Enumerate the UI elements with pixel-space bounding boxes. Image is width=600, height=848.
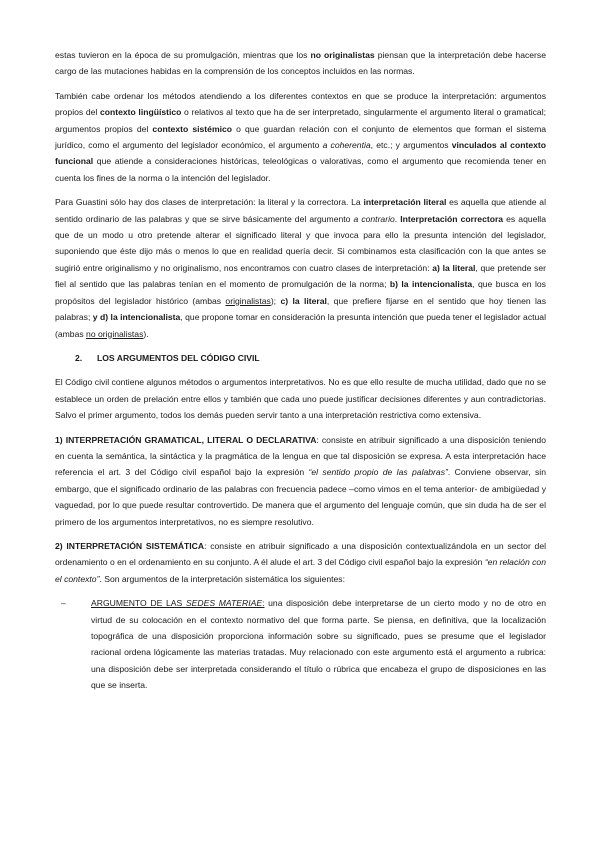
text-span: : (262, 598, 265, 609)
text-span: , que propone tomar en consideración la presunta intención que pueda tener el legislador actual (ambas (55, 312, 546, 339)
bold-term: y d) la intencionalista (92, 312, 181, 323)
text-span: Para Guastini sólo hay dos clases de interpretación: la literal y la correctora. La (55, 197, 364, 208)
text-span: . (394, 213, 401, 224)
text-span: El Código civil contiene algunos métodos o argumentos interpretativos. No es que ello resulte de mucha utilidad, dado que no se establece un orden de prelación entre ellos y también que cada uno puede justificar decisiones diferentes y aun contradictorias. Salvo el primer argumento, todos los demás pueden servir tanto a una interpretación restrictiva como extensiva. (55, 377, 546, 421)
bold-term: no originalistas (310, 50, 375, 60)
text-span: que atiende a consideraciones históricas, teleológicas o valorativas, como el argumento que recomienda tener en cuenta los fines de la norma o la intención del legislador. (55, 156, 546, 183)
text-span: : consiste en atribuir significado a una disposición teniendo en cuenta la semántica, la sintáctica y la pragmática de la lengua en que tal disposición se expresa. A esta interpretación hace referencia el art. 3 del Código civil español bajo la expresión (55, 434, 546, 478)
paragraph-code-civil (55, 374, 546, 423)
italic-term: “el sentido propio de las palabras” (308, 467, 448, 478)
text-span: o relativos al texto que ha de ser interpretado, singularmente el argumento literal o gramatical; argumentos propios del (55, 107, 546, 134)
italic-term: “en relación con el contexto” (55, 557, 546, 584)
document-page (55, 47, 546, 694)
text-span: . Conviene observar, sin embargo, que el significado ordinario de las palabras con frecuencia padece –como vimos en el tema anterior- de ambigüedad y vaguedad, por lo que puede resultar controvertido. De manera que el argumento del lenguaje común, que sin duda ha de ser el primero de los argumentos interpretativos, no es siempre resolutivo. (55, 467, 546, 527)
text-span: , que prefiere fijarse en el sentido que hoy tienen las palabras; (55, 295, 546, 323)
underlined-term (91, 598, 264, 608)
text-span: ARGUMENTO DE LAS (91, 598, 186, 609)
bold-term: 1) INTERPRETACIÓN GRAMATICAL, LITERAL O DECLARATIVA (55, 434, 317, 445)
paragraph-contexts (55, 88, 546, 186)
section-heading (55, 350, 546, 366)
bold-term: interpretación literal (363, 197, 447, 208)
section-title: LOS ARGUMENTOS DEL CÓDIGO CIVIL (97, 352, 260, 363)
bold-term: b) la intencionalista (389, 279, 473, 290)
text-span: es aquella que atiende al sentido ordinario de las palabras y que se sirve básicamente del argumento (55, 197, 546, 224)
italic-term: a coherentia (322, 140, 371, 151)
bold-term: contexto sistémico (152, 123, 233, 134)
text-span: o que guardan relación con el conjunto de elementos que forman el sistema jurídico, como el argumento del legislador económico, el argumento (55, 123, 547, 151)
section-number: 2. (75, 352, 83, 363)
text-span: . Son argumentos de la interpretación sistemática los siguientes: (99, 573, 345, 584)
underlined-term: no originalistas (86, 328, 144, 339)
text-span: una disposición debe interpretarse de un cierto modo y no de otro en virtud de su colocación en el contexto normativo del que forma parte. Se piensa, en definitiva, que la localización topográfica de una disposición proporciona información sobre su significado, pues se presume que el legislador racional ordena lógicamente las materias tratadas. Muy relacionado con este argumento está el argumento a rubrica: una disposición debe ser interpretada considerando el título o rúbrica que encabeza el grupo de disposiciones en las que se inserta. (91, 598, 546, 691)
bold-term: c) la literal (280, 295, 327, 306)
text-span: , que pretende ser fiel al sentido que las palabras tenían en el momento de promulgación de la norma; (55, 262, 546, 290)
italic-term: a contrario (353, 213, 395, 224)
paragraph-grammatical (55, 432, 546, 530)
text-span: ); (270, 295, 281, 306)
text-span: ). (143, 328, 149, 339)
text-span: , etc.; y argumentos (370, 140, 452, 151)
text-span: También cabe ordenar los métodos atendiendo a los diferentes contextos en que se produce la interpretación: argumentos propios del (55, 90, 546, 118)
text-span: , que busca en los propósitos del legislador histórico (ambas (55, 279, 546, 306)
paragraph-systematic (55, 538, 546, 587)
bold-term: Interpretación correctora (400, 213, 504, 224)
italic-term: SEDES MATERIAE (185, 598, 263, 609)
paragraph-guastini (55, 194, 546, 342)
underlined-term: originalistas (225, 295, 271, 306)
text-span: : consiste en atribuir significado a una disposición contextualizándola en un sector del ordenamiento o en el ordenamiento en su conjunto. A él alude el art. 3 del Código civil español bajo la expresión (55, 540, 547, 568)
paragraph-originalism (55, 47, 546, 80)
bold-term: a) la literal (432, 262, 476, 273)
list-item (55, 595, 546, 693)
bold-term: contexto lingüístico (99, 107, 182, 118)
dash-bullet: – (61, 598, 66, 609)
text-span: piensan que la interpretación debe hacerse cargo de las mutaciones habidas en la comprensión de los conceptos incluidos en las normas. (55, 50, 546, 77)
bold-term: 2) INTERPRETACIÓN SISTEMÁTICA (55, 540, 205, 551)
text-span: estas tuvieron en la época de su promulgación, mientras que los (55, 50, 311, 60)
text-span: es aquella que de un modo u otro pretende alterar el significado literal y que invoca para ello la presunta intención del legislador, suponiendo que éste dijo más o menos lo que en realidad quería decir. Si combinamos esta clasificación con la que antes se sugirió entre originalismo y no originalismo, nos encontramos con cuatro clases de interpretación: (55, 213, 546, 273)
bold-term: vinculados al contexto funcional (55, 140, 546, 167)
